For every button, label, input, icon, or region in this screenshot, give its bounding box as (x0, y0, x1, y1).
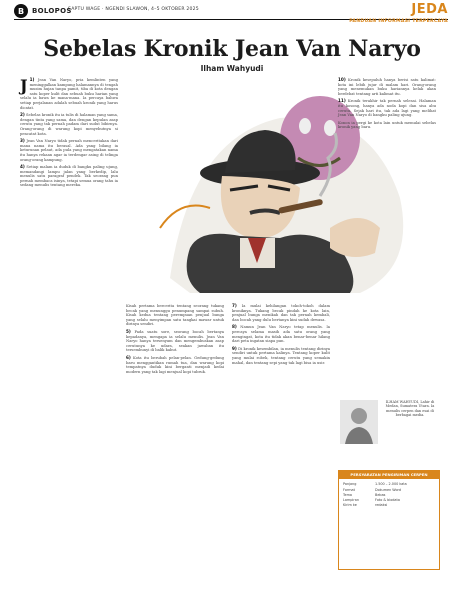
submission-box-body (339, 479, 439, 511)
brand-logo[interactable] (14, 4, 72, 18)
article-column-3 (232, 304, 330, 564)
logo-mark-icon: B (14, 4, 28, 18)
section-number: 11) (338, 98, 346, 104)
paragraph: Kota itu berubah pelan-pelan. Gedung-gedung baru menggantikan rumah tua, dan warung kopi tempatnya duduk kini berganti menjadi kedai modern yang tak lagi menjual kopi tubruk. (126, 355, 224, 374)
section-number: 4) (20, 164, 25, 170)
slogan: PANDUAN INFORMASI TERPERCAYA (349, 19, 448, 24)
logo-text: BOLOPOS (32, 7, 72, 15)
paragraph: Di kronik kesembilan, ia menulis tentang dirinya sendiri untuk pertama kalinya. Tentang koper kulit yang mulai robek, tentang cerutu yang semakin mahal, dan tentang sepi yang tak lagi bisa ia usir. (232, 346, 330, 365)
issue-info: SAPTU WAGE · NGENDI SLAWON, 4–5 OKTOBER 2025 (68, 7, 199, 12)
submission-box (338, 470, 440, 570)
submission-box-title: PERSYARATAN PENGIRIMAN CERPEN (339, 471, 439, 479)
section-number: 7) (232, 303, 237, 308)
paragraph: Setiap malam ia duduk di bangku paling ujung, memandangi lampu jalan yang berkedip, lalu menulis satu paragraf pendek. Tak seorang pun pernah membaca isinya, tetapi semua orang tahu ia sedang menulis tentang mereka. (20, 165, 118, 188)
section-number: 3) (20, 138, 25, 144)
section-number: 9) (232, 345, 237, 351)
paragraph: Konon ia pergi ke kota lain untuk memulai sebelas kronik yang baru. (338, 120, 436, 130)
submission-row: Kirim ke redaksi (343, 503, 388, 508)
paragraph: Kronik terakhir tak pernah selesai. Halaman itu kosong, hanya ada noda kopi dan sisa abu cerutu. Sejak hari itu, tak ada lagi yang melihat Jean Van Naryo di bangku paling ujung. (338, 99, 436, 118)
submission-row: Tema Bebas (343, 492, 386, 497)
drop-cap: J (20, 76, 28, 95)
section-number: 8) (232, 324, 237, 330)
submission-row: Panjang 1.500 – 2.000 kata (343, 482, 407, 487)
article-column-4 (338, 78, 436, 368)
paragraph: Kronik kesepuluh hanya berisi satu kalimat: kota ini lebih jujur di malam hari. Orang-orang yang menemukan buku hariannya kelak akan berdebat tentang arti kalimat itu. (338, 78, 436, 96)
author-byline: Ilham Wahyudi (200, 64, 264, 73)
section-number: 5) (126, 328, 131, 334)
paragraph: Ia mulai kehilangan tokoh-tokoh dalam kroniknya. Tukang becak pindah ke kota lain, penjual bunga menikah dan tak pernah kembali, dan bocah yang dulu bertanya kini sudah dewasa. (232, 304, 330, 322)
paragraph: Jean Van Naryo tidak pernah menceritakan dari mana nama itu berasal. Ada yang bilang ia keturunan pelaut, ada pula yang mengatakan nama itu hanya rekaan agar ia terdengar asing di telinga orang-orang kampung. (20, 139, 118, 162)
article-column-1 (20, 78, 118, 518)
section-number: 2) (20, 112, 25, 118)
article-column-2 (126, 304, 224, 564)
paragraph: Sebelas kronik itu ia tulis di halaman yang sama, dengan tinta yang sama, dan dengan kepulan asap cerutu yang tak pernah padam dari sudut bibirnya. Orang-orang di warung kopi menyebutnya si pencatat kota. (20, 113, 118, 136)
section-label: JEDA (411, 2, 448, 17)
paragraph: Jean Van Naryo, pria kemlinten yang meninggalkan kampung halamannya di tengah musim hujan tanpa pamit, tiba di kota dengan satu koper kulit dan sebuah buku harian yang selalu ia bawa ke mana-mana. Ia percaya bahwa setiap perjalanan adalah sebuah kronik yang harus dicatat. (20, 78, 118, 110)
submission-row: Format Dokumen Word (343, 487, 402, 492)
section-number: 6) (126, 354, 131, 360)
section-number: 1) (29, 77, 35, 82)
article-title: Sebelas Kronik Jean Van Naryo (43, 36, 421, 62)
paragraph: Namun Jean Van Naryo tetap menulis. Ia percaya selama masih ada satu orang yang mengingat, kota itu tidak akan benar-benar hilang dari peta ingatan siapa pun. (232, 325, 330, 344)
author-photo (340, 400, 378, 444)
author-note: ILHAM WAHYUDI, Lahir di Medan, Sumatera Utara. Ia menulis cerpen dan esai di berbagai media. (385, 400, 435, 418)
paragraph: Kisah pertama bercerita tentang seorang tukang becak yang menunggu penumpang sampai subuh. Kisah kedua tentang perempuan penjual bunga yang selalu menyimpan satu tangkai mawar untuk dirinya sendiri. (126, 304, 224, 327)
paragraph: Pada suatu sore, seorang bocah bertanya kepadanya, mengapa ia selalu menulis. Jean Van Naryo hanya tersenyum dan mengembuskan asap cerutunya ke udara, seakan jawaban itu tersembunyi di balik kabut. (126, 329, 224, 353)
section-number: 10) (338, 77, 346, 82)
submission-row: Lampiran Foto & biodata (343, 498, 400, 503)
